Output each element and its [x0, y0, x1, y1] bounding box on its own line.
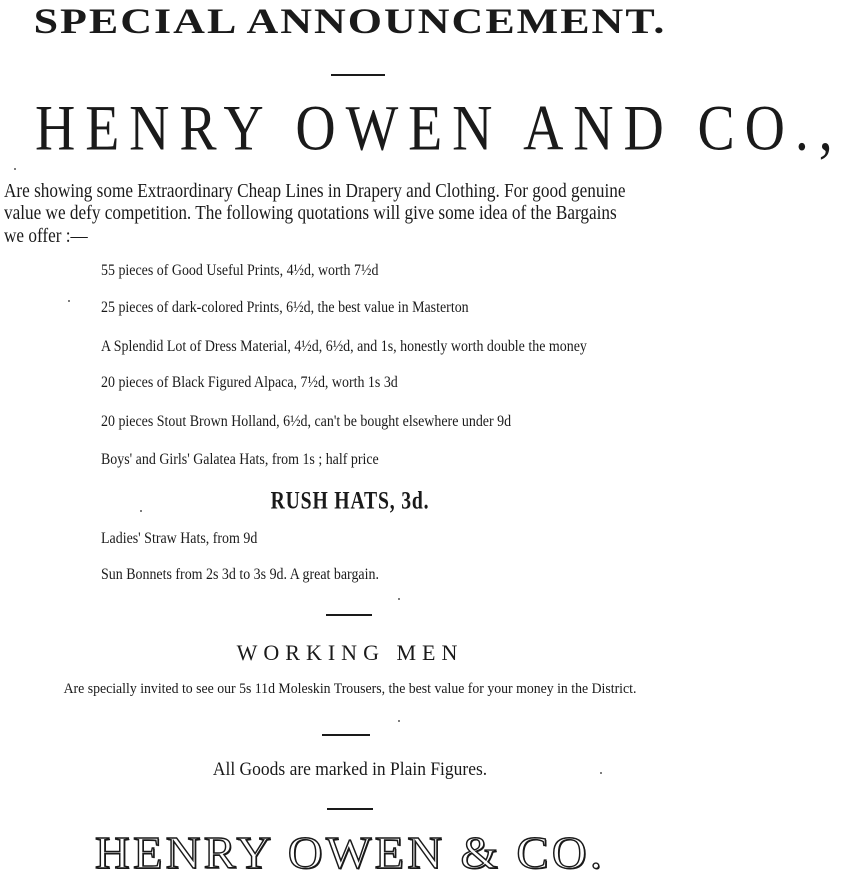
divider-rule [326, 614, 372, 616]
print-speck [398, 720, 400, 722]
intro-line: Are showing some Extraordinary Cheap Lines in Drapery and Clothing. For good genuine [4, 180, 626, 202]
working-men-heading: WORKING MEN [236, 640, 464, 665]
divider-rule [322, 734, 370, 736]
print-speck [398, 598, 400, 600]
print-speck [14, 168, 16, 170]
price-item: 20 pieces of Black Figured Alpaca, 7½d, worth 1s 3d [101, 374, 398, 391]
price-item: 20 pieces Stout Brown Holland, 6½d, can't be bought elsewhere under 9d [101, 413, 512, 430]
price-item: A Splendid Lot of Dress Material, 4½d, 6½d, and 1s, honestly worth double the money [101, 338, 587, 355]
price-item: 55 pieces of Good Useful Prints, 4½d, worth 7½d [101, 262, 379, 279]
hat-item: Ladies' Straw Hats, from 9d [101, 530, 258, 547]
divider-rule [331, 74, 385, 76]
headline: SPECIAL ANNOUNCEMENT. [33, 0, 667, 42]
footer-firm-name: HENRY OWEN & CO. [94, 827, 606, 878]
price-item: 25 pieces of dark-colored Prints, 6½d, the best value in Masterton [101, 299, 469, 316]
rush-hats-heading: RUSH HATS, 3d. [270, 487, 430, 515]
invitation-text: Are specially invited to see our 5s 11d Moleskin Trousers, the best value for your money in the District. [63, 681, 637, 697]
print-speck [140, 510, 142, 512]
hat-item: Sun Bonnets from 2s 3d to 3s 9d. A great bargain. [101, 566, 379, 583]
firm-title: HENRY OWEN AND CO., [35, 93, 843, 165]
price-item: Boys' and Girls' Galatea Hats, from 1s ; half price [101, 451, 379, 468]
plain-figures-note: All Goods are marked in Plain Figures. [212, 759, 488, 780]
intro-line: we offer :— [4, 225, 88, 247]
divider-rule [327, 808, 373, 810]
print-speck [68, 300, 70, 302]
print-speck [600, 772, 602, 774]
intro-line: value we defy competition. The following quotations will give some idea of the Bargains [4, 202, 617, 224]
